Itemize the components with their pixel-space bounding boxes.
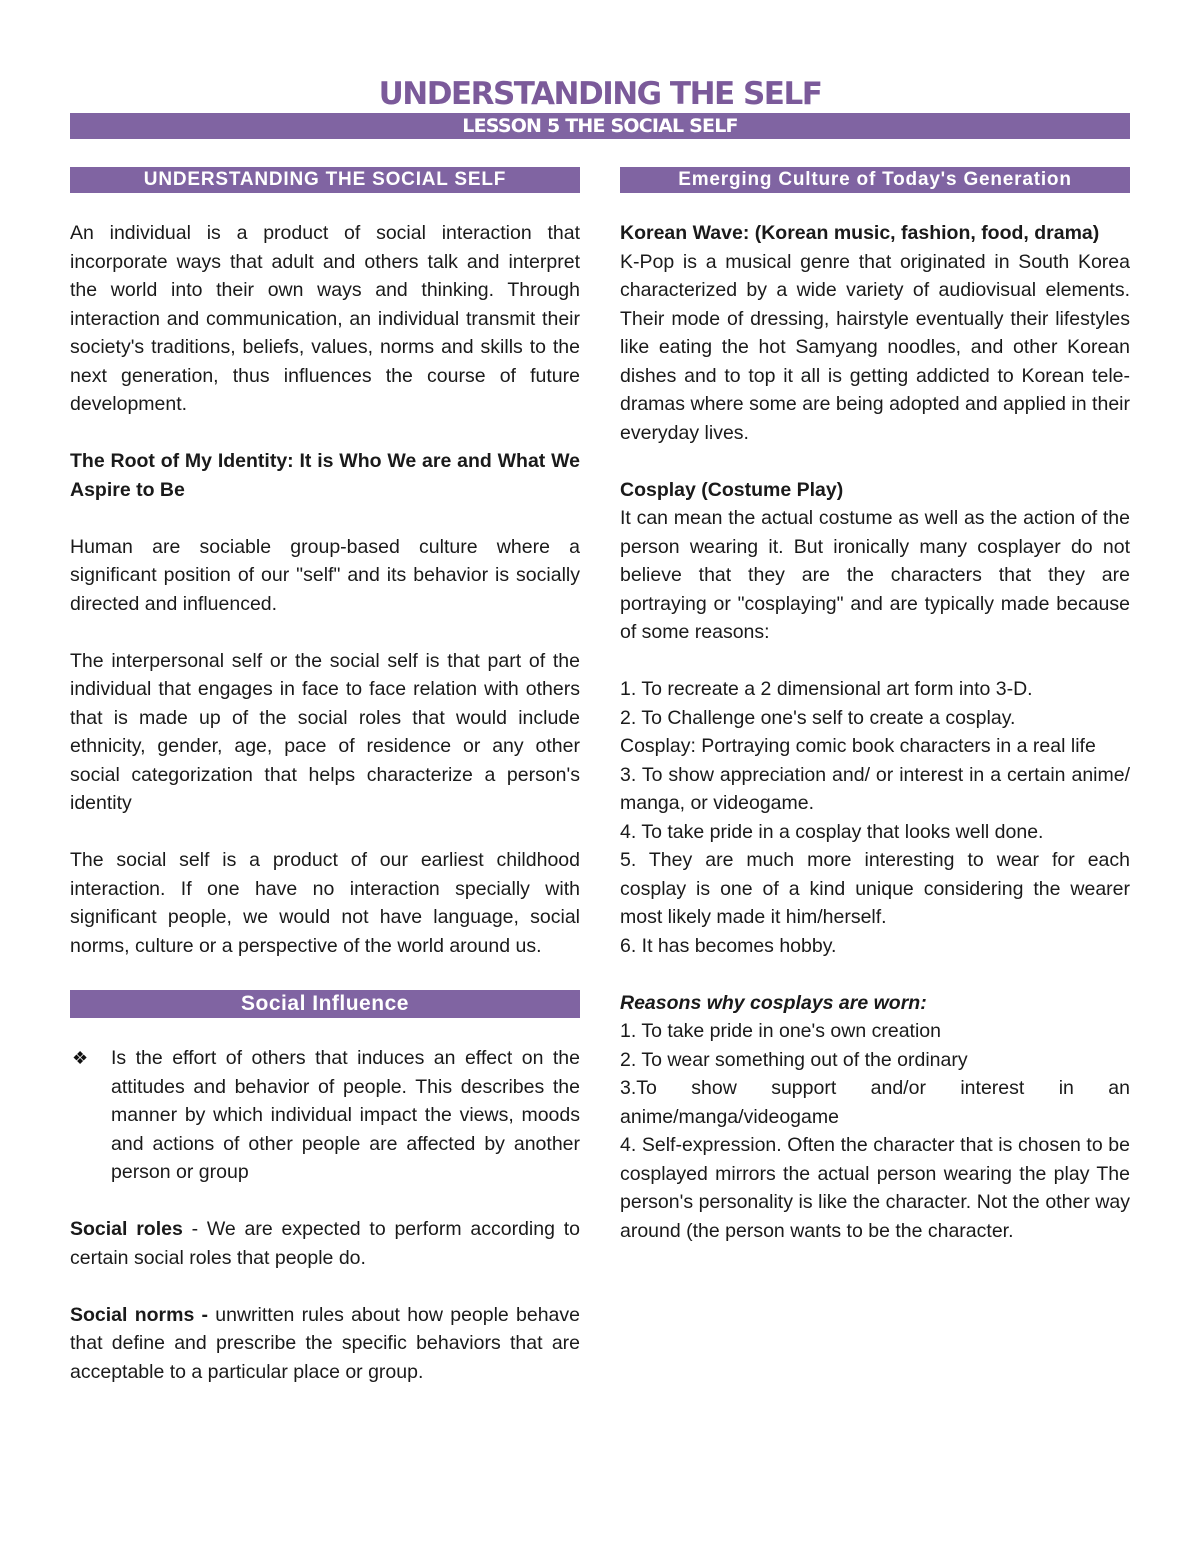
list-item: 3.To show support and/or interest in an anime/manga/videogame: [620, 1077, 1130, 1128]
cosplay-paragraph: It can mean the actual costume as well as the action of the person wearing it. But ironically many cosplayer do not believe that they are the characters that they are portraying or "cosplaying" and are typically made because of some reasons:: [620, 507, 1130, 643]
social-roles-paragraph: [70, 1215, 580, 1272]
section-heading-emerging-culture: Emerging Culture of Today's Generation: [620, 167, 1130, 193]
left-column: [70, 167, 580, 1386]
list-item: 2. To Challenge one's self to create a cosplay.: [620, 706, 1016, 729]
diamond-bullet-icon: ❖: [72, 1048, 89, 1068]
interpersonal-self-paragraph: The interpersonal self or the social self is that part of the individual that engages in face to face relation with others that is made up of the social roles that would include ethnicity, gender, age, pace of residence or any other social categorization that helps characterize a person's identity: [70, 649, 580, 814]
cosplay-heading: Cosplay (Costume Play): [620, 478, 844, 501]
cosplay-reasons-list: [620, 675, 1130, 960]
list-item: 4. Self-expression. Often the character that is chosen to be cosplayed mirrors the actual person wearing the play The person's personality is like the character. Not the other way around (the person wants to be the character.: [620, 1134, 1130, 1242]
social-norms-paragraph: [70, 1301, 580, 1387]
korean-wave-paragraph: K-Pop is a musical genre that originated in South Korea characterized by a wide variety of audiovisual elements. Their mode of dressing, hairstyle eventually their lifestyles like eating the hot Samyang noodles, and other Korean dishes and to top it all is getting addicted to Korean tele-dramas where some are being adopted and applied in their everyday lives.: [620, 250, 1130, 444]
intro-paragraph: An individual is a product of social interaction that incorporate ways that adult and others talk and interpret the world into their own ways and thinking. Through interaction and communication, an individual transmit their society's traditions, beliefs, values, norms and skills to the next generation, thus influences the course of future development.: [70, 222, 580, 415]
korean-wave-heading: Korean Wave: (Korean music, fashion, food, drama): [620, 222, 1100, 244]
social-norms-term: Social norms -: [70, 1303, 209, 1326]
section-heading-social-influence: Social Influence: [70, 990, 580, 1018]
list-item: 1. To take pride in one's own creation: [620, 1020, 941, 1042]
list-item: 6. It has becomes hobby.: [620, 934, 837, 957]
list-item: 3. To show appreciation and/ or interest in a certain anime/ manga, or videogame.: [620, 763, 1130, 814]
right-column: [620, 167, 1130, 1245]
sociable-paragraph: Human are sociable group-based culture where a significant position of our "self" and its behavior is socially directed and influenced.: [70, 535, 580, 615]
list-item: Cosplay: Portraying comic book characters in a real life: [620, 735, 1096, 757]
social-roles-term: Social roles: [70, 1218, 183, 1240]
influence-bullet: [70, 1044, 580, 1187]
root-identity-heading: The Root of My Identity: It is Who We are and What We Aspire to Be: [70, 450, 580, 501]
social-roles-text: - We are expected to perform according to certain social roles that people do.: [70, 1218, 580, 1269]
list-item: 1. To recreate a 2 dimensional art form into 3-D.: [620, 678, 1033, 700]
document-title: UNDERSTANDING THE SELF: [378, 76, 822, 112]
reasons-worn-list: [620, 1017, 1130, 1245]
lesson-banner: LESSON 5 THE SOCIAL SELF: [70, 113, 1130, 139]
list-item: 4. To take pride in a cosplay that looks well done.: [620, 820, 1044, 843]
section-heading-social-self: UNDERSTANDING THE SOCIAL SELF: [70, 167, 580, 193]
social-norms-text: unwritten rules about how people behave that define and prescribe the specific behaviors that are acceptable to a particular place or group.: [70, 1303, 580, 1383]
influence-bullet-text: Is the effort of others that induces an effect on the attitudes and behavior of people. This describes the manner by which individual impact the views, moods and actions of other people are affected by another person or group: [111, 1047, 580, 1183]
childhood-paragraph: The social self is a product of our earliest childhood interaction. If one have no interaction specially with significant people, we would not have language, social norms, culture or a perspective of the world around us.: [70, 849, 580, 957]
list-item: 5. They are much more interesting to wear for each cosplay is one of a kind unique considering the wearer most likely made it him/herself.: [620, 849, 1130, 928]
list-item: 2. To wear something out of the ordinary: [620, 1048, 968, 1071]
reasons-worn-heading: Reasons why cosplays are worn:: [620, 991, 927, 1014]
